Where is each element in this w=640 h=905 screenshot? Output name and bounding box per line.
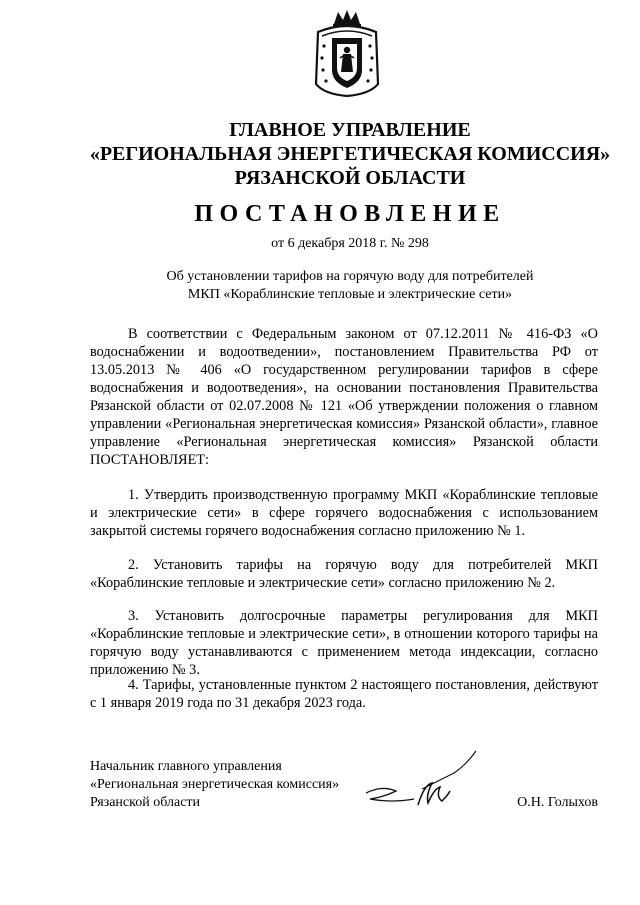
resolution-item-3: 3. Установить долгосрочные параметры регулирования для МКП «Кораблинские тепловые и электрические сети», в отношении которого тарифы на горячую воду устанавливаются с применением метода индексации, согласно приложению № 3. (90, 608, 598, 678)
resolution-item-2: 2. Установить тарифы на горячую воду для потребителей МКП «Кораблинские тепловые и электрические сети» согласно приложению № 2. (90, 557, 598, 591)
position-line1: Начальник главного управления (90, 759, 282, 774)
position-line3: Рязанской области (90, 795, 201, 810)
position-line2: «Региональная энергетическая комиссия» (90, 777, 340, 792)
document-type: ПОСТАНОВЛЕНИЕ (194, 201, 506, 227)
subject-line1: Об установлении тарифов на горячую воду для потребителей (166, 269, 534, 284)
preamble-paragraph: В соответствии с Федеральным законом от 07.12.2011 № 416-ФЗ «О водоснабжении и водоотведении», постановлением Правительства РФ от 13.05.2013 № 406 «О государственном регулировании тарифов в сфере водоснабжения и водоотведения», на основании постановления Правительства Рязанской области от 02.07.2008 № 121 «Об утверждении положения о главном управлении «Региональная энергетическая комиссия» Рязанской области», главное управление «Региональная энергетическая комиссия» Рязанской области ПОСТАНОВЛЯЕТ: (90, 326, 598, 468)
org-name-line1: ГЛАВНОЕ УПРАВЛЕНИЕ (229, 119, 471, 141)
document-subject (60, 268, 640, 304)
coat-of-arms-icon (310, 6, 384, 102)
handwritten-signature (362, 745, 482, 815)
org-name-line2: «РЕГИОНАЛЬНАЯ ЭНЕРГЕТИЧЕСКАЯ КОМИССИЯ» (89, 143, 611, 165)
signatory-position (90, 758, 390, 812)
subject-line2: МКП «Кораблинские тепловые и электрические сети» (187, 287, 513, 302)
resolution-item-4: 4. Тарифы, установленные пунктом 2 настоящего постановления, действуют с 1 января 2019 года по 31 декабря 2023 года. (90, 677, 598, 711)
signatory-name: О.Н. Голыхов (517, 795, 598, 810)
resolution-item-1: 1. Утвердить производственную программу МКП «Кораблинские тепловые и электрические сети» в сфере горячего водоснабжения с использованием закрытой системы горячего водоснабжения согласно приложению № 1. (90, 487, 598, 539)
document-date-number: от 6 декабря 2018 г. № 298 (271, 236, 429, 251)
org-name-line3: РЯЗАНСКОЙ ОБЛАСТИ (234, 167, 466, 189)
